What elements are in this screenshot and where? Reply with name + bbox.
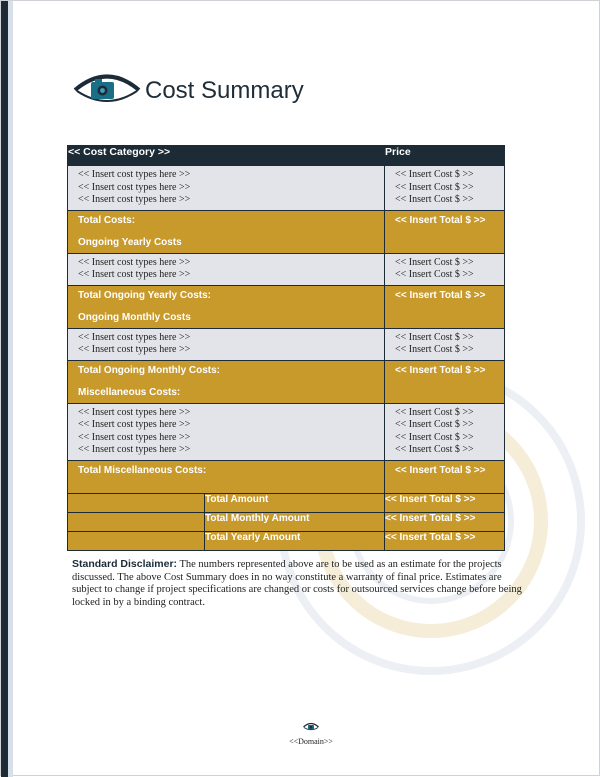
- total-value: << Insert Total $ >>: [395, 364, 486, 376]
- summary-spacer-cell: [68, 493, 205, 512]
- cost-items-row: [68, 328, 505, 360]
- cost-price-placeholder: << Insert Cost $ >>: [395, 444, 474, 455]
- total-label: Total Costs:: [78, 214, 136, 226]
- summary-value: << Insert Total $ >>: [385, 493, 505, 512]
- footer-domain-text: <<Domain>>: [289, 737, 333, 746]
- disclaimer-text: The numbers represented above are to be used as an estimate for the projects discussed. The above Cost Summary does in no way constitute a warranty of final price. Estimates are subject to change if project specifications are changed or costs for outsourced services change before being locked in by a binding contract.: [72, 559, 522, 608]
- summary-label: Total Yearly Amount: [205, 531, 385, 550]
- total-value: << Insert Total $ >>: [395, 464, 486, 476]
- cost-price-placeholder: << Insert Cost $ >>: [395, 169, 474, 180]
- cost-price-placeholder: << Insert Cost $ >>: [395, 331, 474, 343]
- summary-row-total-amount: [68, 493, 505, 512]
- total-row: [68, 210, 505, 253]
- summary-spacer-cell: [68, 531, 205, 550]
- eye-camera-footer-icon: [303, 722, 319, 732]
- cost-type-placeholder: << Insert cost types here >>: [78, 406, 191, 418]
- summary-label: Total Amount: [205, 493, 385, 512]
- cost-items-row: [68, 403, 505, 460]
- summary-row-total-yearly: [68, 531, 505, 550]
- total-row: [68, 285, 505, 328]
- cost-price-placeholder: << Insert Cost $ >>: [395, 181, 474, 193]
- cost-type-placeholder: << Insert cost types here >>: [78, 419, 191, 430]
- cost-type-placeholder: << Insert cost types here >>: [78, 169, 191, 180]
- summary-spacer-cell: [68, 512, 205, 531]
- cost-price-placeholder: << Insert Cost $ >>: [395, 344, 474, 355]
- cost-type-placeholder: << Insert cost types here >>: [78, 181, 191, 193]
- page-title: Cost Summary: [145, 77, 304, 104]
- total-value: << Insert Total $ >>: [395, 289, 486, 301]
- cost-type-placeholder: << Insert cost types here >>: [78, 344, 191, 355]
- cost-items-row: [68, 253, 505, 285]
- section-heading: Ongoing Monthly Costs: [78, 311, 191, 323]
- cost-price-placeholder: << Insert Cost $ >>: [395, 256, 474, 268]
- total-row: [68, 360, 505, 403]
- cost-type-placeholder: << Insert cost types here >>: [78, 256, 191, 268]
- table-header-row: [68, 146, 505, 166]
- total-label: Total Ongoing Yearly Costs:: [78, 289, 211, 301]
- cost-type-placeholder: << Insert cost types here >>: [78, 331, 191, 343]
- cost-type-placeholder: << Insert cost types here >>: [78, 444, 191, 455]
- section-heading: Miscellaneous Costs:: [78, 386, 181, 398]
- cost-summary-table: [67, 145, 505, 551]
- cost-type-placeholder: << Insert cost types here >>: [78, 194, 191, 205]
- section-heading: Ongoing Yearly Costs: [78, 236, 182, 248]
- summary-label: Total Monthly Amount: [205, 512, 385, 531]
- cost-type-placeholder: << Insert cost types here >>: [78, 269, 191, 280]
- total-label: Total Miscellaneous Costs:: [78, 464, 207, 476]
- total-value: << Insert Total $ >>: [395, 214, 486, 226]
- disclaimer-label: Standard Disclaimer:: [72, 558, 178, 570]
- eye-camera-logo-icon: [73, 71, 141, 111]
- column-header-price: Price: [385, 146, 505, 166]
- cost-price-placeholder: << Insert Cost $ >>: [395, 419, 474, 430]
- summary-value: << Insert Total $ >>: [385, 512, 505, 531]
- cost-items-row: [68, 166, 505, 211]
- page-footer: [271, 719, 351, 746]
- summary-value: << Insert Total $ >>: [385, 531, 505, 550]
- cost-price-placeholder: << Insert Cost $ >>: [395, 406, 474, 418]
- cost-type-placeholder: << Insert cost types here >>: [78, 431, 191, 443]
- total-label: Total Ongoing Monthly Costs:: [78, 364, 221, 376]
- summary-row-total-monthly: [68, 512, 505, 531]
- standard-disclaimer: [72, 558, 522, 609]
- cost-price-placeholder: << Insert Cost $ >>: [395, 431, 474, 443]
- cost-price-placeholder: << Insert Cost $ >>: [395, 269, 474, 280]
- total-row: [68, 460, 505, 493]
- cost-price-placeholder: << Insert Cost $ >>: [395, 194, 474, 205]
- column-header-category: << Cost Category >>: [68, 146, 385, 166]
